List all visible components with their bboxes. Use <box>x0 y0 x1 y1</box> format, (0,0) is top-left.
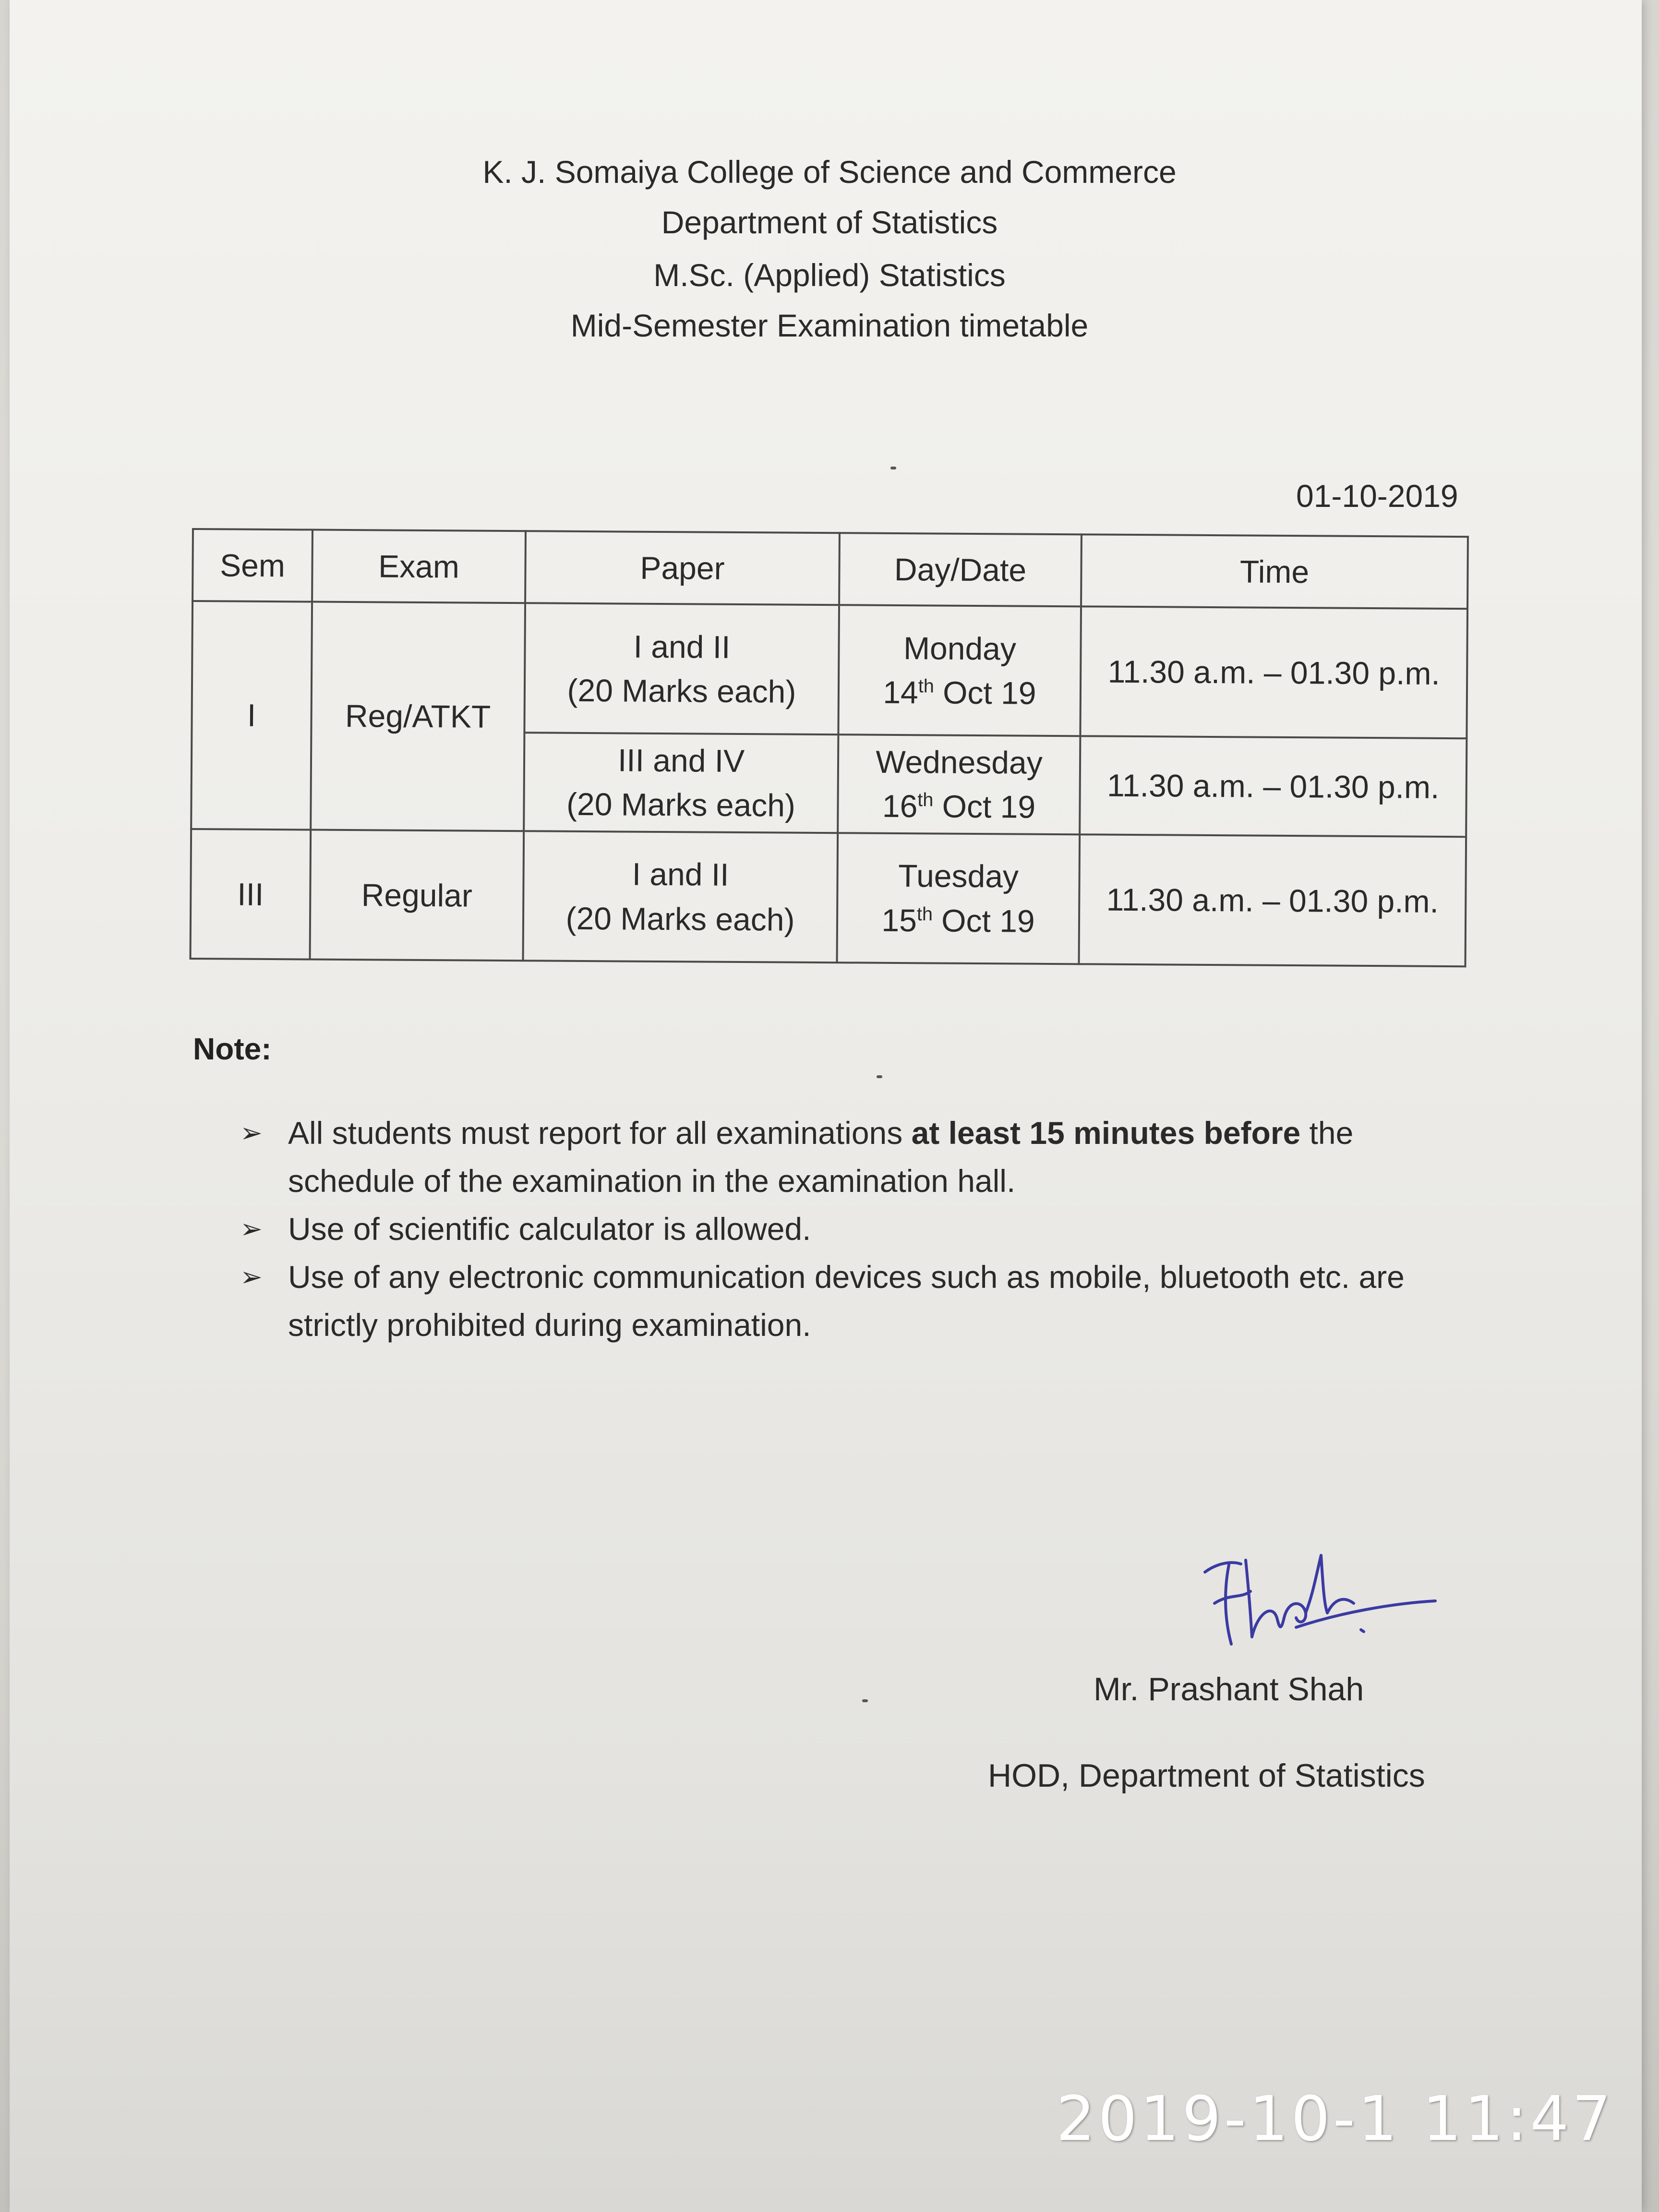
cell-day-date <box>837 833 1080 964</box>
table-row <box>191 829 1467 966</box>
cell-day-date <box>838 605 1081 736</box>
col-header-exam: Exam <box>312 530 526 603</box>
document-title: Mid-Semester Examination timetable <box>570 308 1089 343</box>
paper-speck <box>862 1699 868 1702</box>
list-item: ➢ All students must report for all examinations at least 15 minutes before the schedule of the examination in the examination hall. <box>240 1109 1469 1205</box>
notes-list <box>240 1109 1469 1349</box>
table-row <box>192 601 1467 738</box>
handwritten-signature <box>1195 1546 1445 1671</box>
cell-sem: I <box>191 601 312 830</box>
list-item: ➢ Use of scientific calculator is allowed. <box>240 1205 1469 1253</box>
paper-marks: (20 Marks each) <box>567 672 796 709</box>
camera-timestamp: 2019-10-1 11:47 <box>1056 2083 1614 2155</box>
paper-speck <box>890 467 896 469</box>
department-name: Department of Statistics <box>661 204 998 240</box>
table-header-row <box>192 529 1468 609</box>
paper-name: I and II <box>632 856 729 893</box>
col-header-sem: Sem <box>192 529 313 602</box>
note-heading: Note: <box>193 1032 272 1066</box>
cell-paper <box>524 603 839 734</box>
paper-speck <box>877 1075 882 1078</box>
col-header-paper: Paper <box>525 531 840 605</box>
list-item: ➢ Use of any electronic communication devices such as mobile, bluetooth etc. are strictly prohibited during examination. <box>240 1253 1469 1349</box>
issue-date: 01-10-2019 <box>1296 478 1458 514</box>
signatory-name: Mr. Prashant Shah <box>1094 1671 1364 1707</box>
day-name: Tuesday <box>898 858 1019 894</box>
programme-name: M.Sc. (Applied) Statistics <box>653 257 1006 293</box>
arrow-bullet-icon: ➢ <box>240 1118 263 1148</box>
cell-paper <box>523 831 838 962</box>
paper-marks: (20 Marks each) <box>566 786 796 824</box>
cell-exam: Regular <box>310 830 524 961</box>
paper-name: I and II <box>633 628 731 665</box>
signatory-title: HOD, Department of Statistics <box>988 1757 1425 1794</box>
day-name: Wednesday <box>876 744 1043 781</box>
cell-day-date <box>838 734 1080 834</box>
emphasis-text: at least 15 minutes before <box>911 1115 1301 1151</box>
arrow-bullet-icon: ➢ <box>240 1262 263 1292</box>
college-name: K. J. Somaiya College of Science and Commerce <box>482 154 1177 190</box>
exam-date: 16th Oct 19 <box>882 788 1036 825</box>
paper-marks: (20 Marks each) <box>565 900 795 938</box>
paper-name: III and IV <box>617 742 745 779</box>
col-header-time: Time <box>1081 534 1468 609</box>
exam-date: 14th Oct 19 <box>883 674 1036 711</box>
col-header-day-date: Day/Date <box>839 533 1082 606</box>
cell-time: 11.30 a.m. – 01.30 p.m. <box>1079 834 1466 966</box>
cell-exam: Reg/ATKT <box>311 602 525 831</box>
day-name: Monday <box>903 630 1017 667</box>
cell-paper <box>524 733 838 833</box>
arrow-bullet-icon: ➢ <box>240 1214 263 1244</box>
cell-time: 11.30 a.m. – 01.30 p.m. <box>1080 736 1467 837</box>
cell-sem: III <box>191 829 311 960</box>
exam-date: 15th Oct 19 <box>881 902 1035 939</box>
timetable <box>190 528 1469 967</box>
cell-time: 11.30 a.m. – 01.30 p.m. <box>1080 606 1467 738</box>
